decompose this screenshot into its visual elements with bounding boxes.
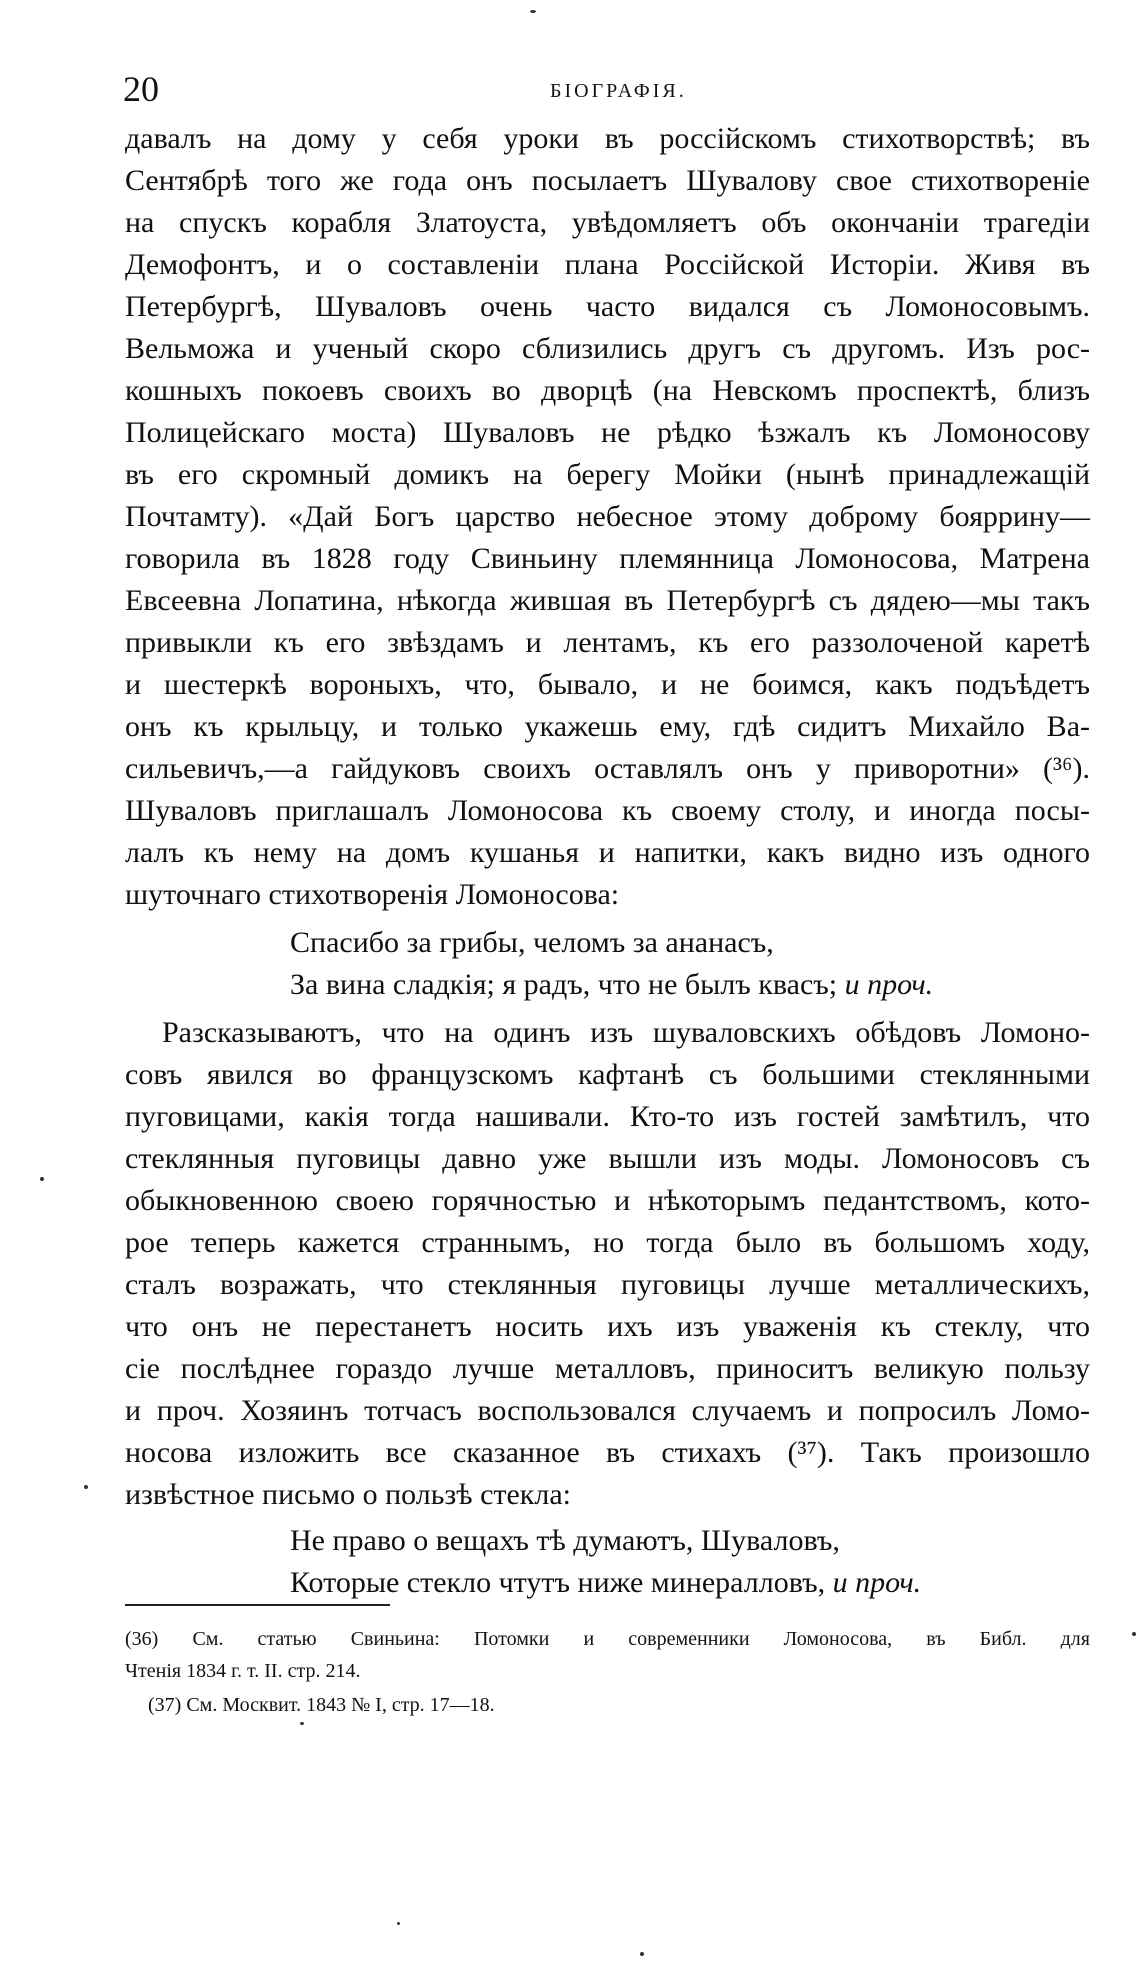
footnote-rule bbox=[125, 1604, 390, 1606]
body-text-line: сіе послѣднее гораздо лучше металловъ, приноситъ великую пользу bbox=[125, 1352, 1090, 1385]
verse-text: За вина сладкія; я радъ, что не былъ квасъ; bbox=[290, 968, 838, 1001]
footnote-37: (37) См. Москвит. 1843 № I, стр. 17—18. bbox=[148, 1694, 495, 1716]
body-text-line: на спускъ корабля Златоуста, увѣдомляетъ объ окончаніи трагедіи bbox=[125, 206, 1090, 239]
scan-speck bbox=[1132, 1632, 1136, 1636]
body-text-line: и шестеркѣ вороныхъ, что, бывало, и не боимся, какъ подъѣдетъ bbox=[125, 668, 1090, 701]
body-text-line: въ его скромный домикъ на берегу Мойки (нынѣ принадлежащій bbox=[125, 458, 1090, 491]
body-text-line: лалъ къ нему на домъ кушанья и напитки, какъ видно изъ одного bbox=[125, 836, 1090, 869]
body-text-line: Демофонтъ, и о составленіи плана Россійской Исторіи. Живя въ bbox=[125, 248, 1090, 281]
body-text-line: Полицейскаго моста) Шуваловъ не рѣдко ѣзжалъ къ Ломоносову bbox=[125, 416, 1090, 449]
body-text-line: совъ явился во французскомъ кафтанѣ съ большими стеклянными bbox=[125, 1058, 1090, 1091]
body-text-line: извѣстное письмо о пользѣ стекла: bbox=[125, 1478, 572, 1511]
scan-speck bbox=[84, 1485, 88, 1489]
body-text-line: сталъ возражать, что стеклянныя пуговицы лучше металлическихъ, bbox=[125, 1268, 1090, 1301]
footnote-36-continued: Чтенія 1834 г. т. II. стр. 214. bbox=[125, 1660, 361, 1682]
body-text-line: Почтамту). «Дай Богъ царство небесное этому доброму бояррину— bbox=[125, 500, 1090, 533]
scan-speck bbox=[640, 1952, 644, 1956]
body-text-line: обыкновенною своею горячностью и нѣкоторымъ педантствомъ, кото- bbox=[125, 1184, 1090, 1217]
scan-speck bbox=[40, 1177, 44, 1181]
body-text-line: пуговицами, какія тогда нашивали. Кто-то изъ гостей замѣтилъ, что bbox=[125, 1100, 1090, 1133]
scan-speck bbox=[300, 1722, 304, 1725]
running-head: БІОГРАФІЯ. bbox=[550, 80, 687, 102]
verse-line: Не право о вещахъ тѣ думаютъ, Шуваловъ, bbox=[290, 1524, 840, 1557]
body-text-line: носова изложить все сказанное въ стихахъ (³⁷). Такъ произошло bbox=[125, 1436, 1090, 1469]
body-text-line: Петербургѣ, Шуваловъ очень часто видался съ Ломоносовымъ. bbox=[125, 290, 1090, 323]
verse-line bbox=[290, 1562, 921, 1604]
body-text-line: кошныхъ покоевъ своихъ во дворцѣ (на Невскомъ проспектѣ, близъ bbox=[125, 374, 1090, 407]
body-text-line: Сентябрѣ того же года онъ посылаетъ Шувалову свое стихотвореніе bbox=[125, 164, 1090, 197]
body-text-line: и проч. Хозяинъ тотчасъ воспользовался случаемъ и попросилъ Ломо- bbox=[125, 1394, 1090, 1427]
body-text-line: онъ къ крыльцу, и только укажешь ему, гдѣ сидитъ Михайло Ва- bbox=[125, 710, 1090, 743]
body-text-line: что онъ не перестанетъ носить ихъ изъ уваженія къ стеклу, что bbox=[125, 1310, 1090, 1343]
scan-speck bbox=[530, 10, 536, 13]
footnote-36: (36) См. статью Свиньина: Потомки и современники Ломоносова, въ Библ. для bbox=[125, 1628, 1090, 1650]
body-text-line: стеклянныя пуговицы давно уже вышли изъ моды. Ломоносовъ съ bbox=[125, 1142, 1090, 1175]
verse-line bbox=[290, 964, 933, 1006]
page-number: 20 bbox=[123, 69, 159, 109]
verse-line: Спасибо за грибы, челомъ за ананасъ, bbox=[290, 926, 774, 959]
body-text-line: Разсказываютъ, что на одинъ изъ шуваловскихъ обѣдовъ Ломоно- bbox=[162, 1016, 1090, 1049]
body-text-line: привыкли къ его звѣздамъ и лентамъ, къ его раззолоченой каретѣ bbox=[125, 626, 1090, 659]
verse-text: Которые стекло чтутъ ниже минералловъ, bbox=[290, 1566, 826, 1599]
verse-etc: и проч. bbox=[844, 968, 934, 1001]
body-text-line: давалъ на дому у себя уроки въ россійскомъ стихотворствѣ; въ bbox=[125, 122, 1090, 155]
verse-etc: и проч. bbox=[832, 1566, 922, 1599]
scan-speck bbox=[397, 1922, 400, 1925]
body-text-line: шуточнаго стихотворенія Ломоносова: bbox=[125, 878, 620, 911]
body-text-line: рое теперь кажется страннымъ, но тогда было въ большомъ ходу, bbox=[125, 1226, 1090, 1259]
body-text-line: Шуваловъ приглашалъ Ломоносова къ своему столу, и иногда посы- bbox=[125, 794, 1090, 827]
body-text-line: сильевичъ,—а гайдуковъ своихъ оставлялъ онъ у приворотни» (³⁶). bbox=[125, 752, 1090, 785]
body-text-line: Евсеевна Лопатина, нѣкогда жившая въ Петербургѣ съ дядею—мы такъ bbox=[125, 584, 1090, 617]
body-text-line: говорила въ 1828 году Свиньину племянница Ломоносова, Матрена bbox=[125, 542, 1090, 575]
body-text-line: Вельможа и ученый скоро сблизились другъ съ другомъ. Изъ рос- bbox=[125, 332, 1090, 365]
